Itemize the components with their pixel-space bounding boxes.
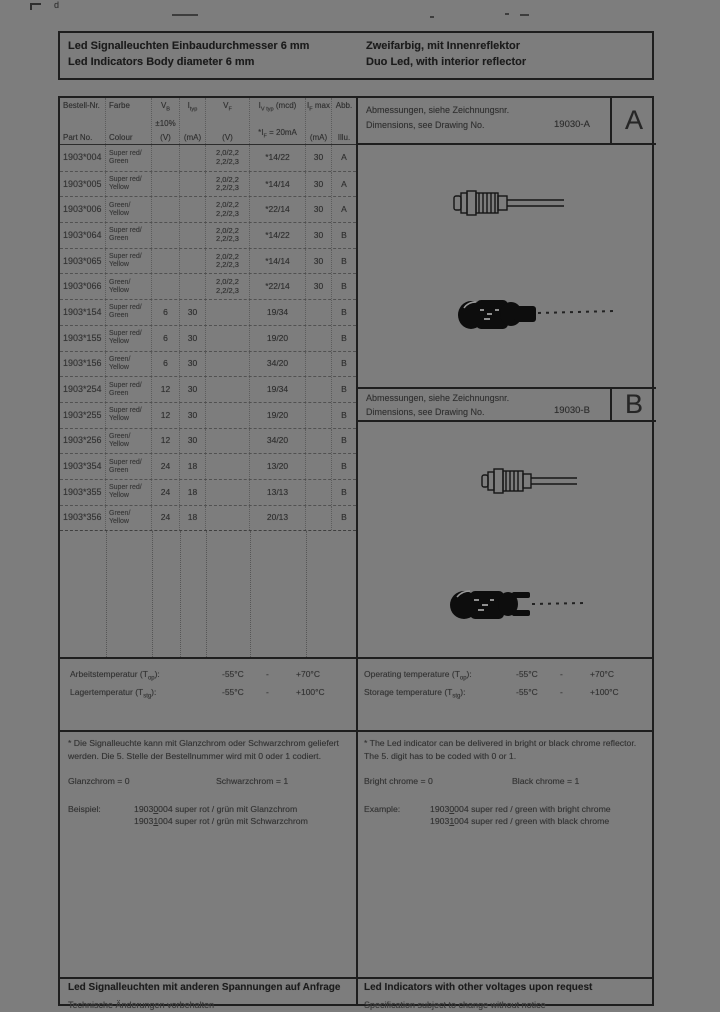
voltage-cell	[152, 197, 180, 222]
vf-cell	[206, 377, 250, 402]
current-cell: 18	[180, 454, 206, 479]
bottom-note-en-normal: Specification subject to change without notice	[364, 1000, 546, 1010]
storage-temp-de: Lagertemperatur $(T_{stg})$: -55°C - +100°C	[70, 686, 325, 700]
ifmax-cell	[306, 480, 332, 505]
scan-speck	[520, 14, 529, 16]
scan-corner-letter: d	[54, 0, 60, 10]
indicator-photo-b-icon	[448, 583, 588, 632]
scan-speck	[505, 13, 509, 15]
temperature-de	[70, 668, 356, 703]
table-row	[60, 171, 356, 197]
iv-cell: 19/20	[250, 326, 306, 351]
voltage-cell: 6	[152, 352, 180, 377]
iv-cell: *14/22	[250, 223, 306, 248]
voltage-cell: 24	[152, 480, 180, 505]
footnote-de-options: Glanzchrom = 0 Schwarzchrom = 1	[68, 776, 289, 786]
part-no-cell: 1903*066	[60, 274, 106, 299]
colour-cell: Super red/ Green	[106, 145, 152, 171]
current-cell: 30	[180, 352, 206, 377]
current-cell: 30	[180, 377, 206, 402]
voltage-cell	[152, 172, 180, 197]
colour-cell: Super red/ Green	[106, 223, 152, 248]
section-divider	[60, 730, 652, 732]
main-frame	[58, 96, 654, 1010]
dimensions-row-b	[356, 387, 656, 422]
colour-cell: Super red/ Yellow	[106, 172, 152, 197]
table-row	[60, 222, 356, 248]
iv-cell: 19/34	[250, 300, 306, 325]
part-no-cell: 1903*005	[60, 172, 106, 197]
vf-cell: 2,0/2,2 2,2/2,3	[206, 274, 250, 299]
part-no-cell: 1903*354	[60, 454, 106, 479]
indicator-drawing-a-icon	[452, 185, 567, 226]
part-no-cell: 1903*064	[60, 223, 106, 248]
vf-cell: 2,0/2,2 2,2/2,3	[206, 197, 250, 222]
voltage-cell: 24	[152, 454, 180, 479]
colour-cell: Super red/ Yellow	[106, 403, 152, 428]
footnote-en	[364, 737, 650, 828]
title-left	[68, 38, 309, 70]
iv-cell: 34/20	[250, 429, 306, 454]
scan-corner-mark	[30, 3, 41, 10]
voltage-cell	[152, 223, 180, 248]
table-row	[60, 325, 356, 351]
section-divider	[60, 657, 652, 659]
iv-cell: *14/14	[250, 172, 306, 197]
voltage-cell: 6	[152, 326, 180, 351]
table-row	[60, 273, 356, 299]
vf-cell	[206, 300, 250, 325]
vf-cell: 2,0/2,2 2,2/2,3	[206, 223, 250, 248]
section-divider	[60, 977, 652, 979]
illu-cell: B	[341, 255, 347, 266]
current-cell: 30	[180, 326, 206, 351]
subtitle-de: Zweifarbig, mit Innenreflektor	[366, 40, 521, 52]
footnote-de	[68, 737, 354, 828]
vf-cell	[206, 326, 250, 351]
grid-line	[306, 531, 307, 657]
ifmax-cell: 30	[306, 274, 332, 299]
bottom-note-de	[68, 982, 354, 1010]
illu-cell: B	[341, 229, 347, 240]
grid-line	[206, 531, 207, 657]
colour-cell: Super red/ Yellow	[106, 326, 152, 351]
ifmax-cell	[306, 429, 332, 454]
ifmax-cell: 30	[306, 197, 332, 222]
ifmax-cell: 30	[306, 172, 332, 197]
colour-cell: Green/ Yellow	[106, 429, 152, 454]
grid-line	[152, 531, 153, 657]
current-cell: 30	[180, 300, 206, 325]
dimensions-row-a	[356, 98, 656, 145]
illu-cell: B	[341, 486, 347, 497]
scan-speck	[172, 14, 198, 16]
voltage-cell: 12	[152, 429, 180, 454]
example-line: 19031004 super red / green with black chrome	[430, 816, 610, 826]
illu-cell: B	[341, 384, 347, 395]
example-line: 19030004 super red / green with bright chrome	[430, 803, 611, 814]
part-no-cell: 1903*254	[60, 377, 106, 402]
colour-cell: Super red/ Green	[106, 300, 152, 325]
indicator-photo-a-icon	[456, 291, 618, 342]
vf-cell: 2,0/2,2 2,2/2,3	[206, 145, 250, 171]
table-row	[60, 376, 356, 402]
vf-cell	[206, 403, 250, 428]
operating-temp-de: Arbeitstemperatur $(T_{op})$: -55°C - +70°C	[70, 669, 320, 682]
table-row	[60, 248, 356, 274]
voltage-cell	[152, 145, 180, 171]
illu-cell: B	[341, 281, 347, 292]
colour-cell: Green/ Yellow	[106, 274, 152, 299]
ifmax-cell: 30	[306, 145, 332, 171]
table-row	[60, 479, 356, 505]
scan-speck	[430, 16, 434, 18]
footnote-en-options: Bright chrome = 0 Black chrome = 1	[364, 776, 580, 786]
subtitle-en: Duo Led, with interior reflector	[366, 56, 527, 68]
table-row	[60, 196, 356, 222]
part-no-cell: 1903*004	[60, 145, 106, 171]
illustration-letter-a: A	[610, 98, 656, 143]
illu-cell: A	[341, 152, 347, 163]
part-no-cell: 1903*154	[60, 300, 106, 325]
title-right	[366, 38, 526, 70]
illu-cell: B	[341, 512, 347, 523]
table-grid-extension	[60, 531, 356, 657]
footnote-en-example: Example: 19030004 super red / green with bright chrome 19031004 super red / green with black chrome	[364, 803, 611, 826]
example-line: 19031004 super rot / grün mit Schwarzchrom	[134, 816, 308, 826]
illu-cell: A	[341, 204, 347, 215]
voltage-cell: 24	[152, 506, 180, 531]
ifmax-cell: 30	[306, 223, 332, 248]
drawing-number-b: 19030-B	[554, 405, 590, 416]
illustration-letter-b: B	[610, 389, 656, 420]
iv-cell: *14/14	[250, 249, 306, 274]
illu-cell: A	[341, 178, 347, 189]
vf-cell	[206, 480, 250, 505]
colour-cell: Super red/ Green	[106, 454, 152, 479]
colour-cell: Green/ Yellow	[106, 197, 152, 222]
ifmax-cell	[306, 300, 332, 325]
col-luminous-intensity: $I_{V typ}$ (mcd) $*I_F = 20mA$	[250, 98, 306, 144]
temperature-en	[364, 668, 650, 703]
current-cell	[180, 274, 206, 299]
ifmax-cell	[306, 454, 332, 479]
footnote-en-paragraph: * The Led indicator can be delivered in bright or black chrome reflector. The 5. digit has to be coded with 0 or 1.	[364, 738, 637, 761]
col-colour: Farbe Colour	[106, 98, 152, 144]
col-voltage: $V_B$ ±10% (V)	[152, 98, 180, 144]
illu-cell: B	[341, 332, 347, 343]
table-header	[60, 98, 356, 145]
colour-cell: Green/ Yellow	[106, 352, 152, 377]
iv-cell: 13/13	[250, 480, 306, 505]
col-if-max: $I_F$ max (mA)	[306, 98, 332, 144]
current-cell: 30	[180, 429, 206, 454]
table-row	[60, 428, 356, 454]
colour-cell: Super red/ Yellow	[106, 480, 152, 505]
part-no-cell: 1903*256	[60, 429, 106, 454]
ifmax-cell	[306, 326, 332, 351]
illu-cell: B	[341, 306, 347, 317]
operating-temp-en: Operating temperature $(T_{op})$: -55°C - +70°C	[364, 669, 614, 682]
voltage-cell	[152, 274, 180, 299]
table-body	[60, 145, 356, 530]
iv-cell: 19/20	[250, 403, 306, 428]
vf-cell	[206, 352, 250, 377]
grid-line	[250, 531, 251, 657]
iv-cell: *14/22	[250, 145, 306, 171]
drawing-number-a: 19030-A	[554, 119, 590, 130]
dimensions-a-text: Abmessungen, siehe Zeichnungsnr. Dimensions, see Drawing No.	[366, 105, 510, 130]
voltage-cell: 12	[152, 377, 180, 402]
part-no-cell: 1903*355	[60, 480, 106, 505]
table-row	[60, 402, 356, 428]
current-cell: 30	[180, 403, 206, 428]
col-illustration: Abb. Illu.	[335, 101, 353, 142]
title-box	[58, 31, 654, 80]
part-no-cell: 1903*065	[60, 249, 106, 274]
current-cell	[180, 249, 206, 274]
colour-cell: Super red/ Green	[106, 377, 152, 402]
part-no-cell: 1903*006	[60, 197, 106, 222]
current-cell	[180, 223, 206, 248]
iv-cell: 19/34	[250, 377, 306, 402]
iv-cell: *22/14	[250, 274, 306, 299]
iv-cell: 34/20	[250, 352, 306, 377]
iv-cell: 20/13	[250, 506, 306, 531]
bottom-note-en-bold: Led Indicators with other voltages upon request	[364, 982, 593, 993]
vf-cell: 2,0/2,2 2,2/2,3	[206, 249, 250, 274]
col-current: $I_{typ}$ (mA)	[180, 98, 206, 144]
col-part-no: Bestell-Nr. Part No.	[60, 98, 106, 144]
colour-cell: Super red/ Yellow	[106, 249, 152, 274]
grid-line	[180, 531, 181, 657]
ifmax-cell	[306, 377, 332, 402]
illu-cell: B	[341, 461, 347, 472]
iv-cell: *22/14	[250, 197, 306, 222]
parts-table	[60, 98, 356, 531]
part-no-cell: 1903*155	[60, 326, 106, 351]
colour-cell: Green/ Yellow	[106, 506, 152, 531]
footnote-de-example: Beispiel: 19030004 super rot / grün mit Glanzchrom 19031004 super rot / grün mit Schwarzchrom	[68, 803, 308, 826]
footnote-de-paragraph: * Die Signalleuchte kann mit Glanzchrom oder Schwarzchrom geliefert werden. Die 5. Stelle der Bestellnummer wird mit 0 oder 1 codiert.	[68, 738, 339, 761]
bottom-note-de-normal: Technische Änderungen vorbehalten	[68, 1000, 215, 1010]
voltage-cell: 6	[152, 300, 180, 325]
vf-cell	[206, 429, 250, 454]
col-forward-voltage: $V_F$ (V)	[206, 98, 250, 144]
current-cell: 18	[180, 506, 206, 531]
current-cell	[180, 145, 206, 171]
part-no-cell: 1903*255	[60, 403, 106, 428]
table-row	[60, 453, 356, 479]
storage-temp-en: Storage temperature $(T_{stg})$: -55°C - +100°C	[364, 686, 619, 700]
bottom-note-de-bold: Led Signalleuchten mit anderen Spannungen auf Anfrage	[68, 982, 341, 993]
bottom-note-en	[364, 982, 650, 1010]
ifmax-cell	[306, 506, 332, 531]
column-divider	[356, 98, 358, 1004]
title-de: Led Signalleuchten Einbaudurchmesser 6 mm	[68, 40, 310, 52]
dimensions-b-text: Abmessungen, siehe Zeichnungsnr. Dimensions, see Drawing No.	[366, 393, 510, 417]
table-row	[60, 505, 356, 531]
voltage-cell: 12	[152, 403, 180, 428]
current-cell	[180, 197, 206, 222]
current-cell: 18	[180, 480, 206, 505]
table-row	[60, 145, 356, 171]
voltage-cell	[152, 249, 180, 274]
current-cell	[180, 172, 206, 197]
example-line: 19030004 super rot / grün mit Glanzchrom	[134, 803, 298, 814]
table-row	[60, 299, 356, 325]
vf-cell	[206, 454, 250, 479]
iv-cell: 13/20	[250, 454, 306, 479]
part-no-cell: 1903*356	[60, 506, 106, 531]
table-row	[60, 351, 356, 377]
illu-cell: B	[341, 358, 347, 369]
ifmax-cell: 30	[306, 249, 332, 274]
grid-line	[106, 531, 107, 657]
indicator-drawing-b-icon	[480, 462, 580, 505]
title-en: Led Indicators Body diameter 6 mm	[68, 56, 255, 68]
illu-cell: B	[341, 409, 347, 420]
illu-cell: B	[341, 435, 347, 446]
ifmax-cell	[306, 403, 332, 428]
vf-cell: 2,0/2,2 2,2/2,3	[206, 172, 250, 197]
part-no-cell: 1903*156	[60, 352, 106, 377]
vf-cell	[206, 506, 250, 531]
ifmax-cell	[306, 352, 332, 377]
